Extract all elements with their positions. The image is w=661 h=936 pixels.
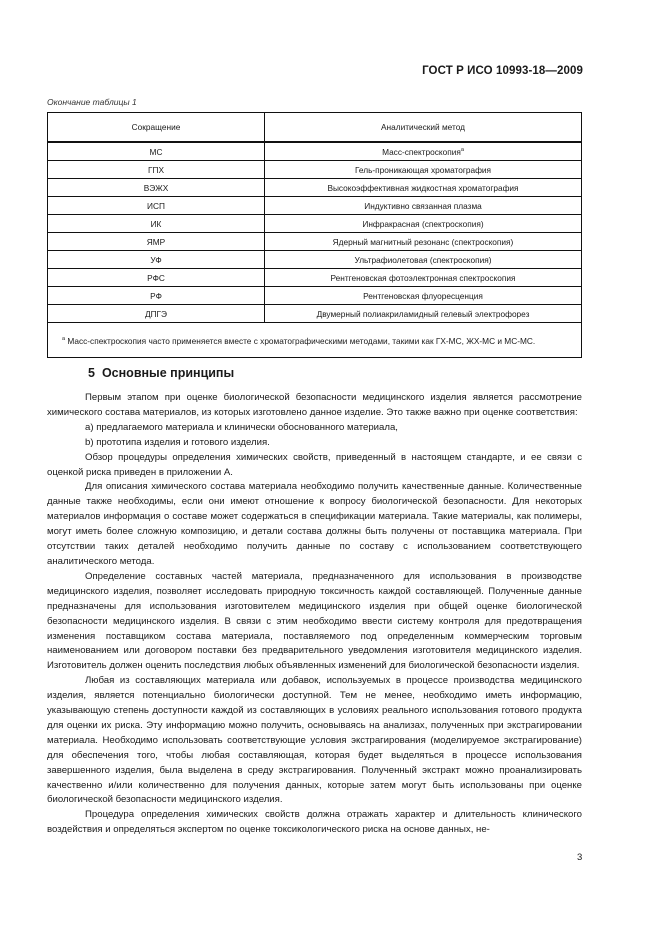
method-cell: Ядерный магнитный резонанс (спектроскопия) (265, 233, 582, 251)
abbreviation-cell: РФС (48, 269, 265, 287)
table-row (48, 287, 582, 305)
abbreviation-cell: МС (48, 142, 265, 161)
abbreviation-cell: ГПХ (48, 161, 265, 179)
section-title: Основные принципы (101, 366, 235, 380)
method-cell: Инфракрасная (спектроскопия) (265, 215, 582, 233)
table-row (48, 197, 582, 215)
abbreviation-cell: ЯМР (48, 233, 265, 251)
abbreviation-cell: ДПГЭ (48, 305, 265, 323)
footnote-marker: a (460, 146, 464, 153)
table-row (48, 233, 582, 251)
paragraph: Для описания химического состава материала необходимо получить качественные данные. Количественные данные также необходимы, если они имеют отношение к вопросу биологической безопасности. Для некоторых материалов информация о составе может содержаться в спецификации материала. Такие материалы, как полимеры, могут иметь более сложную композицию, и детали состава должны быть получены от поставщика материала. При отсутствии таких деталей необходимо получить данные по составу с использованием соответствующего аналитического метода. (47, 481, 582, 567)
list-item: b) прототипа изделия и готового изделия. (85, 436, 270, 448)
table-row (48, 269, 582, 287)
table-row (48, 251, 582, 269)
abbreviation-cell: ИСП (48, 197, 265, 215)
method-cell: Рентгеновская флуоресценция (265, 287, 582, 305)
method-text: Масс-спектроскопия (382, 146, 461, 157)
method-cell: Высокоэффективная жидкостная хроматография (265, 179, 582, 197)
paragraph: Любая из составляющих материала или добавок, используемых в процессе производства медицинского изделия, является потенциально биологически доступной. Тем не менее, необходимо иметь информацию, указывающую степень доступности каждой из составляющих в условиях реального использования готового продукта для оценки их риска. Эту информацию можно получить, основываясь на анализах, полученных при экстрагировании материала. Необходимо использовать соответствующие условия экстрагирования (моделируемое экстрагирование) для обеспечения того, чтобы любая составляющая, которая будет выделяться в процессе использования завершенного изделия, была выделена в среду экстрагирования. Полученный экстракт можно проанализировать качественно и/или количественно для получения данных, которые затем могут быть использованы при оценке биологической безопасности медицинского изделия. (47, 675, 582, 806)
column-header-abbreviation: Сокращение (48, 113, 265, 143)
abbreviation-cell: ИК (48, 215, 265, 233)
abbreviation-cell: ВЭЖХ (48, 179, 265, 197)
method-cell: Индуктивно связанная плазма (265, 197, 582, 215)
paragraph: Обзор процедуры определения химических свойств, приведенный в настоящем стандарте, и ее связи с оценкой риска приведен в приложении А. (47, 451, 582, 478)
paragraph: Первым этапом при оценке биологической безопасности медицинского изделия является рассмотрение химического состава материалов, из которых изготовлено данное изделие. Это также важно при оценке соответствия: (47, 392, 582, 418)
list-item: a) предлагаемого материала и клинически обоснованного материала, (85, 421, 398, 433)
section-body (47, 391, 582, 838)
footnote-mark: a (62, 335, 66, 342)
table-row (48, 305, 582, 323)
table-caption: Окончание таблицы 1 (47, 97, 137, 107)
page-number: 3 (577, 852, 583, 863)
method-cell: Двумерный полиакриламидный гелевый электрофорез (265, 305, 582, 323)
table-footnote-row (48, 323, 582, 358)
table-row (48, 179, 582, 197)
abbreviations-table (47, 112, 582, 358)
paragraph: Процедура определения химических свойств должна отражать характер и длительность клинического воздействия и определяться экспертом по оценке токсикологического риска на основе данных, не- (47, 809, 582, 836)
table-row (48, 142, 582, 161)
table-row (48, 215, 582, 233)
method-cell: Рентгеновская фотоэлектронная спектроскопия (265, 269, 582, 287)
document-code: ГОСТ Р ИСО 10993-18—2009 (422, 65, 583, 77)
paragraph: Определение составных частей материала, предназначенного для использования в производстве медицинского изделия, позволяет исследовать природную токсичность каждой составляющей. Полученные данные предназначены для использования изготовителем медицинского изделия при общей оценке биологической безопасности медицинского изделия. В связи с этим необходимо ввести систему контроля для предотвращения изменения поставщиком состава материала, поставляемого под определенным коммерческим торговым наименованием или договором поставки без предварительного уведомления изготовителя медицинского изделия. Изготовитель должен оценить последствия любых объявленных изменений для биологической безопасности изделия. (47, 570, 582, 672)
section-number: 5 (88, 366, 95, 380)
method-cell (265, 142, 582, 161)
column-header-method: Аналитический метод (265, 113, 582, 143)
abbreviation-cell: РФ (48, 287, 265, 305)
method-cell: Ультрафиолетовая (спектроскопия) (265, 251, 582, 269)
table-footnote (48, 323, 582, 358)
abbreviation-cell: УФ (48, 251, 265, 269)
table-header-row (48, 113, 582, 143)
section-heading (88, 366, 234, 380)
footnote-text: Масс-спектроскопия часто применяется вместе с хроматографическими методами, такими как ГХ-МС, ЖХ-МС и МС-МС. (67, 335, 536, 346)
table-row (48, 161, 582, 179)
method-cell: Гель-проникающая хроматография (265, 161, 582, 179)
